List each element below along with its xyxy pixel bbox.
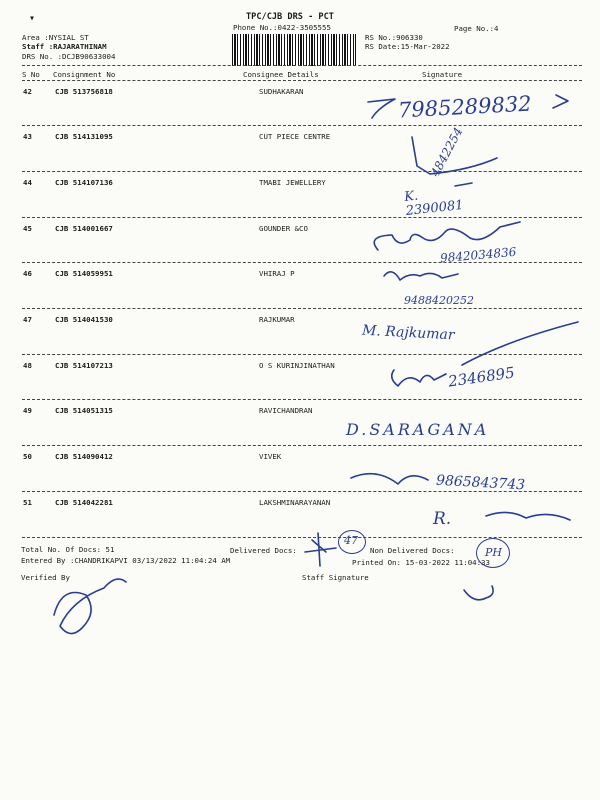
row-consignee: SUDHAKARAN [259,87,304,96]
staff-signature: Staff Signature [302,573,369,582]
staff-label: Staff :RAJARATHINAM [22,42,107,51]
row-signature-text: 4842254 [427,125,466,179]
row-sno: 47 [23,315,32,324]
rs-date: RS Date:15-Mar-2022 [365,42,450,51]
row-consignment: CJB 514042281 [55,498,113,507]
row-consignee: TMABI JEWELLERY [259,178,326,187]
non-delivered-stamp [476,538,510,568]
page-title: TPC/CJB DRS - PCT [246,12,334,22]
row-sno: 48 [23,361,32,370]
corner-mark: ▾ [29,13,36,24]
non-delivered-docs: Non Delivered Docs: [370,546,455,555]
row-consignee: GOUNDER &CO [259,224,308,233]
row-consignee: RAVICHANDRAN [259,406,313,415]
row-signature-text: R. [433,509,452,529]
rs-number: RS No.:906330 [365,33,423,42]
row-consignee: LAKSHMINARAYANAN [259,498,331,507]
column-header-consignee: Consignee Details [243,70,319,79]
page-number: Page No.:4 [454,24,499,33]
row-sno: 50 [23,452,32,461]
delivered-stamp [338,530,366,554]
row-consignment: CJB 514051315 [55,406,113,415]
column-header-sno: S No [22,70,40,79]
row-sno: 44 [23,178,32,187]
row-sno: 42 [23,87,32,96]
verified-by: Verified By [21,573,70,582]
printed-on: Printed On: 15-03-2022 11:04:33 [352,558,490,567]
row-consignee: VIVEK [259,452,282,461]
row-sno: 45 [23,224,32,233]
row-signature-text: 7985289832 [397,91,533,123]
row-consignment: CJB 514041530 [55,315,113,324]
row-signature-text: M. Rajkumar [361,322,455,344]
row-signature-text: D.SARAGANA [346,420,490,439]
total-docs: Total No. Of Docs: 51 [21,545,115,554]
row-signature-text: 9865843743 [435,472,526,494]
phone-number: Phone No.:0422-3505555 [233,23,331,32]
row-consignment: CJB 514107136 [55,178,113,187]
row-consignment: CJB 514001667 [55,224,113,233]
delivered-docs: Delivered Docs: [230,546,297,555]
row-sno: 43 [23,132,32,141]
row-signature-text: 2346895 [447,363,516,391]
drs-number: DRS No. :DCJB90633004 [22,52,116,61]
row-sno: 46 [23,269,32,278]
row-consignee: RAJKUMAR [259,315,295,324]
row-consignee: VHIRAJ P [259,269,295,278]
stamp-text: PH [485,546,502,559]
row-consignee: CUT PIECE CENTRE [259,132,331,141]
entered-by: Entered By :CHANDRIKAPVI 03/13/2022 11:04:24 AM [21,556,231,565]
row-signature-text: K. 2390081 [403,188,465,219]
row-signature-text: 9842034836 [439,244,517,266]
column-header-signature: Signature [422,70,463,79]
row-consignment: CJB 514131095 [55,132,113,141]
column-header-consignment: Consignment No [53,70,116,79]
stamp-text: 47 [344,534,358,547]
row-sno: 49 [23,406,32,415]
row-consignee: O S KURINJINATHAN [259,361,335,370]
row-consignment: CJB 513756818 [55,87,113,96]
row-signature-text: 9488420252 [404,294,474,307]
row-consignment: CJB 514059951 [55,269,113,278]
row-consignment: CJB 514090412 [55,452,113,461]
row-sno: 51 [23,498,32,507]
row-consignment: CJB 514107213 [55,361,113,370]
area-label: Area :NYSIAL ST [22,33,89,42]
